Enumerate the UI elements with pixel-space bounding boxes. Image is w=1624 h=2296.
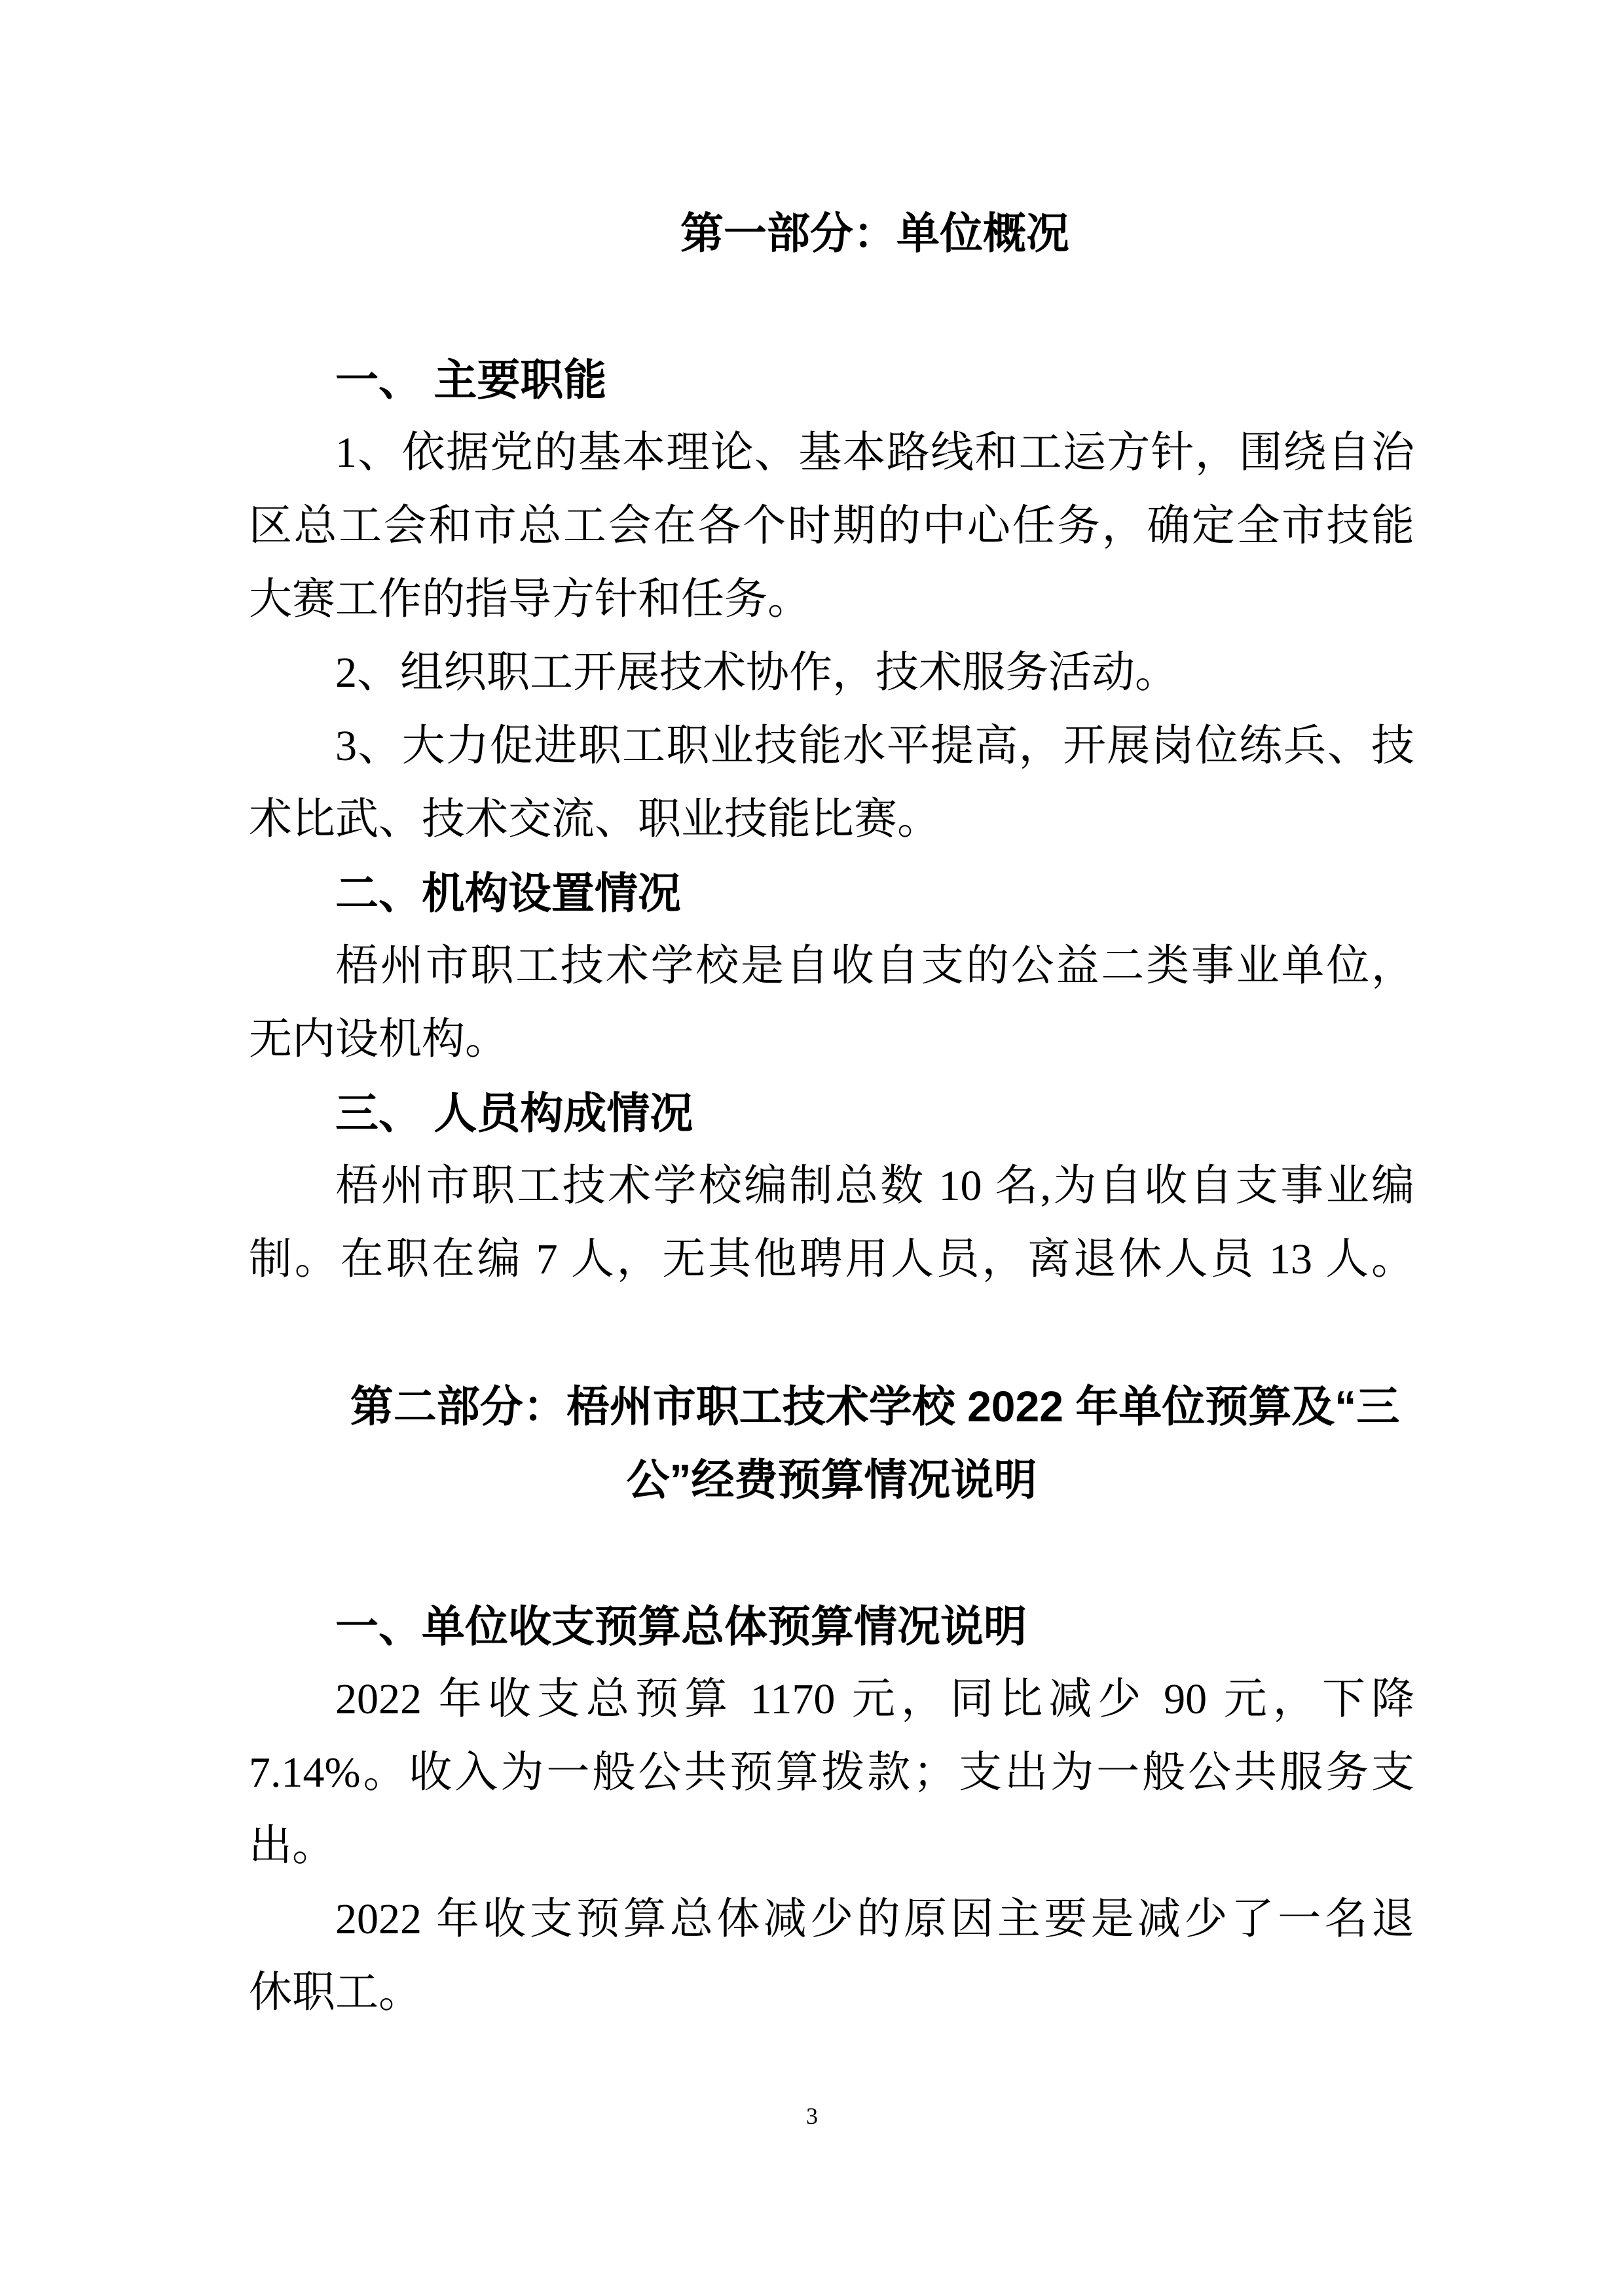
paragraph-line: 2、组织职工开展技术协作，技术服务活动。 <box>335 649 1178 697</box>
section-heading-main-functions: 一、 主要职能 <box>335 355 607 404</box>
section-heading-budget-overview: 一、单位收支预算总体预算情况说明 <box>335 1602 1027 1650</box>
paragraph-line: 区总工会和市总工会在各个时期的中心任务，确定全市技能 <box>249 502 1414 550</box>
part2-title-line1: 第二部分：梧州市职工技术学校 2022 年单位预算及“三 <box>350 1382 1400 1430</box>
part2-title-line2: 公”经费预算情况说明 <box>626 1455 1037 1504</box>
section-heading-personnel: 三、 人员构成情况 <box>335 1089 693 1137</box>
document-body <box>249 196 1414 2030</box>
paragraph-line: 2022 年收支预算总体减少的原因主要是减少了一名退 <box>335 1895 1414 1943</box>
paragraph-line: 术比武、技术交流、职业技能比赛。 <box>249 795 940 843</box>
paragraph-line: 制。在职在编 7 人，无其他聘用人员，离退休人员 13 人。 <box>249 1235 1414 1283</box>
paragraph-line: 7.14%。收入为一般公共预算拨款；支出为一般公共服务支 <box>249 1749 1414 1796</box>
part1-title: 第一部分：单位概况 <box>680 209 1069 257</box>
paragraph-line: 2022 年收支总预算 1170 元，同比减少 90 元，下降 <box>335 1675 1414 1723</box>
section-heading-organization: 二、机构设置情况 <box>335 869 681 917</box>
paragraph-line: 出。 <box>249 1822 335 1870</box>
paragraph-line: 梧州市职工技术学校编制总数 10 名,为自收自支事业编 <box>335 1162 1414 1210</box>
paragraph-line: 梧州市职工技术学校是自收自支的公益二类事业单位， <box>335 942 1414 990</box>
paragraph-line: 无内设机构。 <box>249 1015 508 1063</box>
blank-line <box>249 270 1414 343</box>
paragraph-line: 休职工。 <box>249 1969 422 2016</box>
blank-line <box>249 1516 1414 1590</box>
paragraph-line: 大赛工作的指导方针和任务。 <box>249 575 811 623</box>
blank-line <box>249 1296 1414 1370</box>
paragraph-line: 1、依据党的基本理论、基本路线和工运方针，围绕自治 <box>335 429 1414 477</box>
paragraph-line: 3、大力促进职工职业技能水平提高，开展岗位练兵、技 <box>335 722 1414 770</box>
page-number: 3 <box>806 2103 818 2129</box>
